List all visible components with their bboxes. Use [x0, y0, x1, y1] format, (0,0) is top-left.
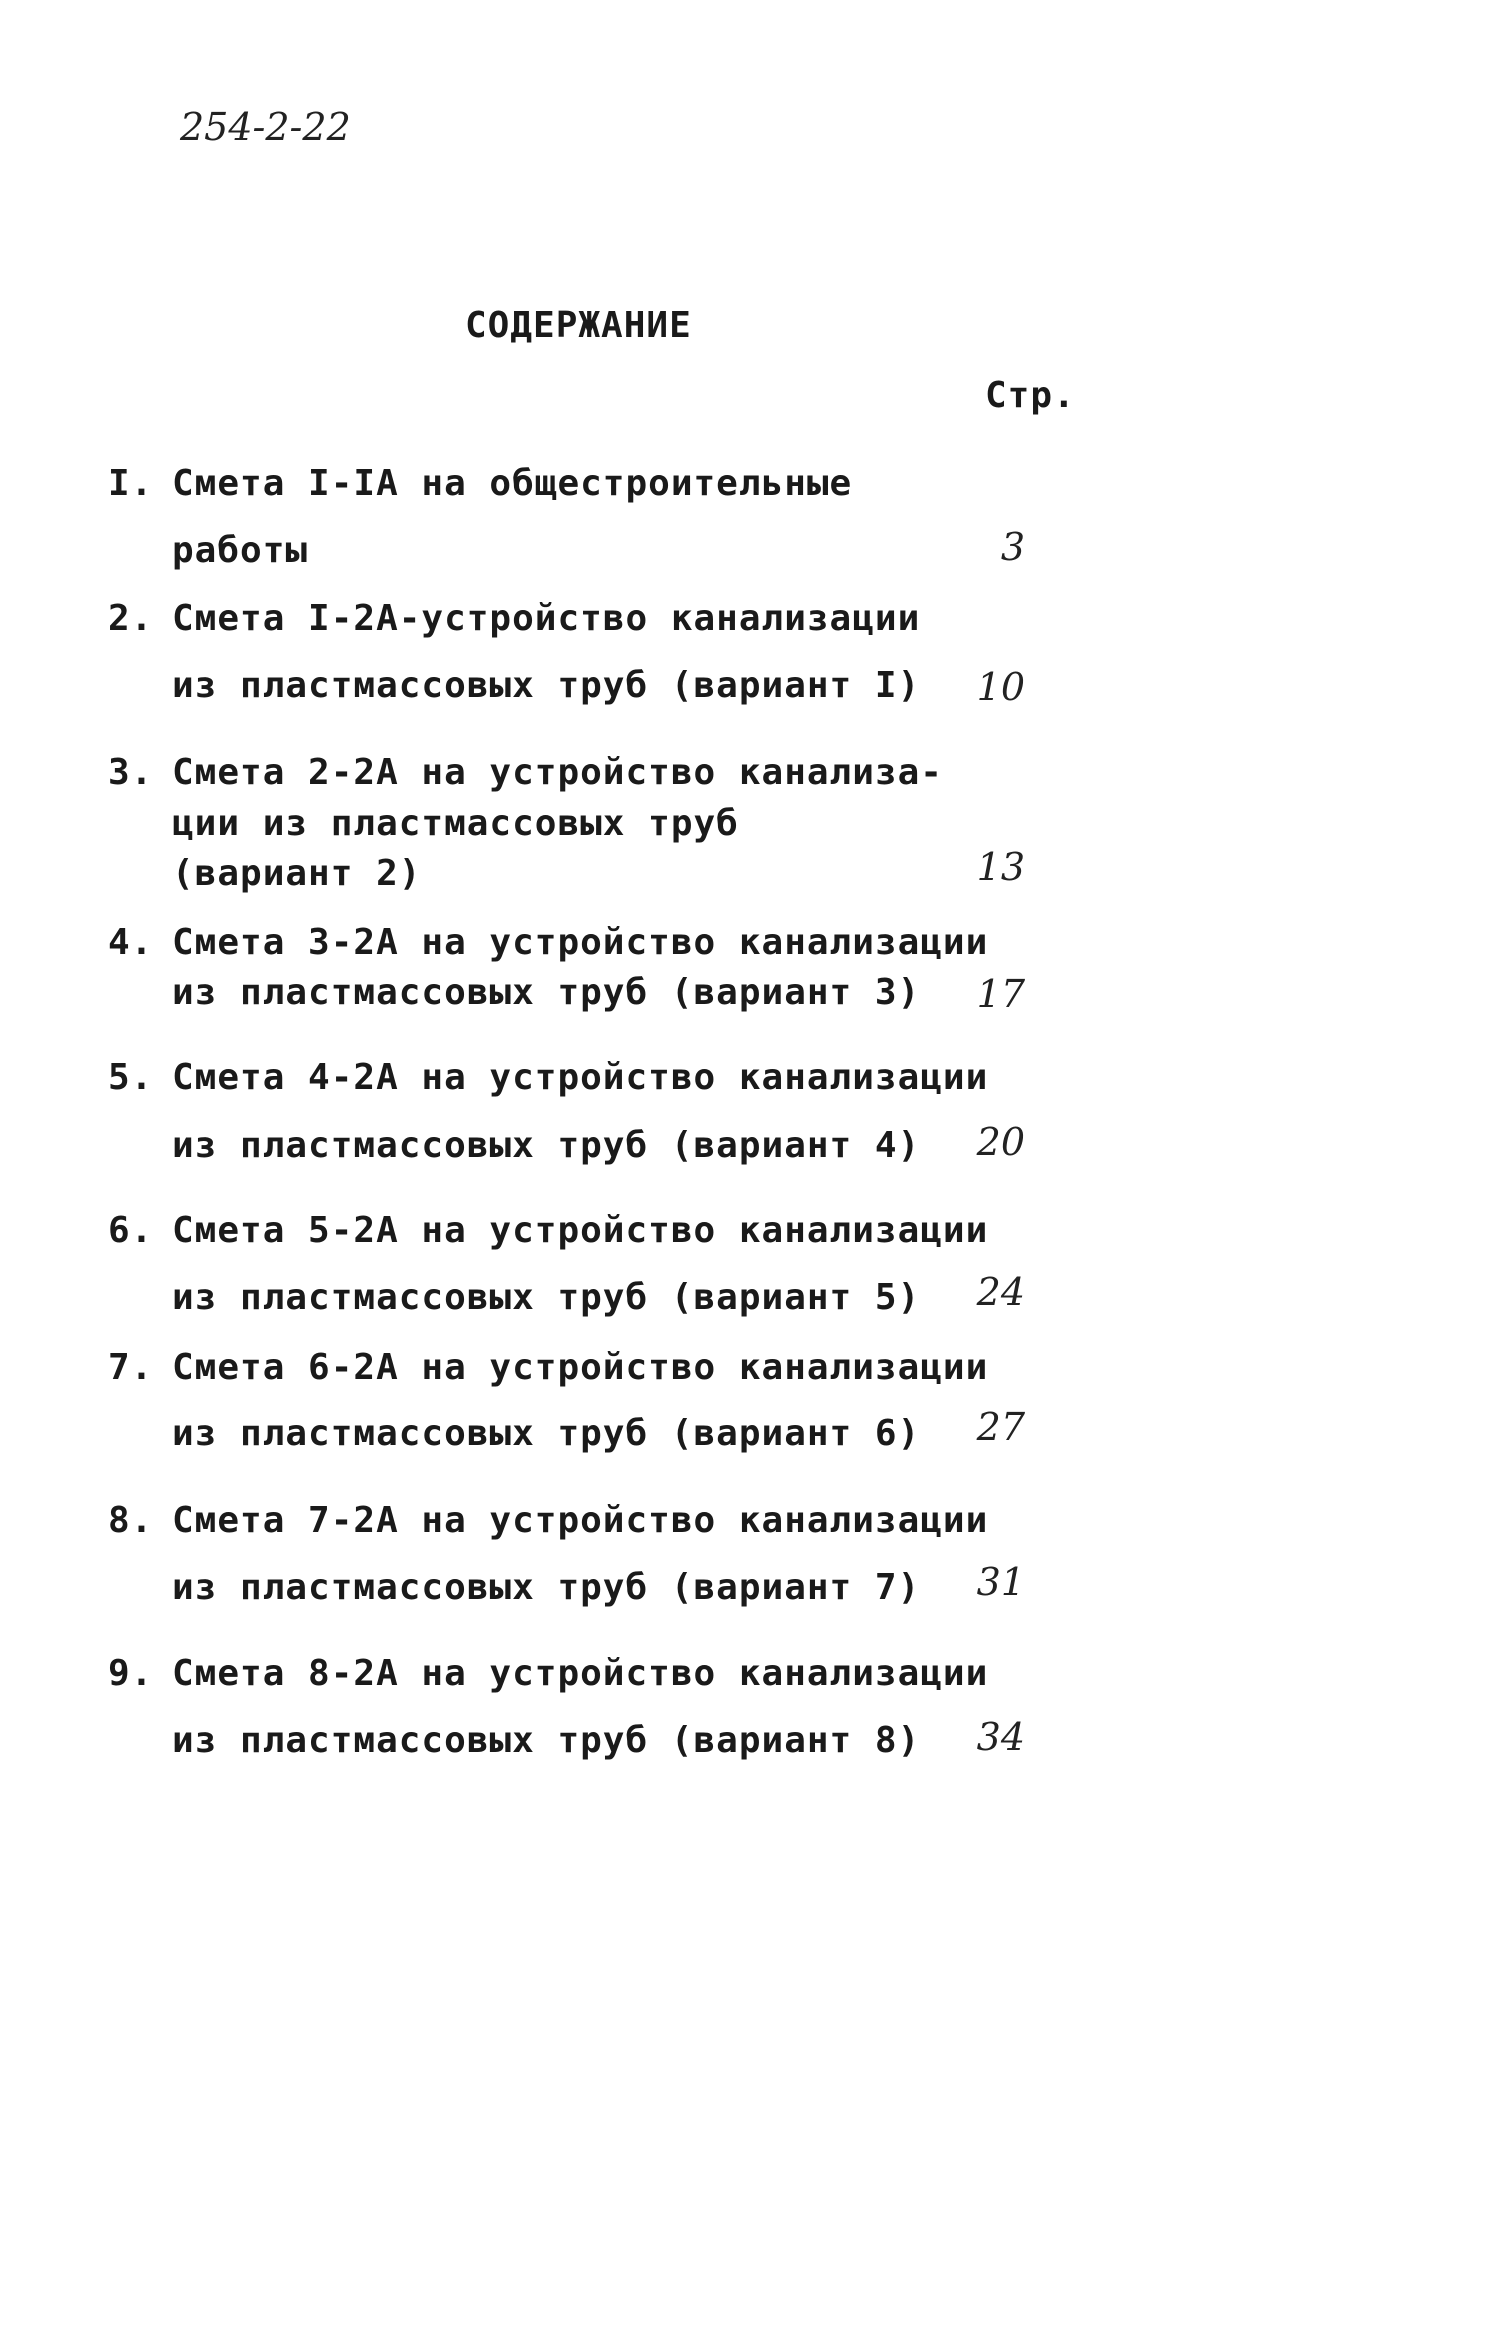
entry-text-line: Смета 4-2А на устройство канализации [172, 1057, 989, 1098]
document-code: 254-2-22 [180, 105, 351, 149]
entry-page-number: 13 [976, 845, 1025, 889]
entry-page-number: 27 [976, 1405, 1025, 1449]
entry-text-line: из пластмассовых труб (вариант 6) [172, 1413, 921, 1454]
entry-text-line: из пластмассовых труб (вариант I) [172, 665, 921, 706]
entry-number: 5. [108, 1057, 154, 1098]
entry-text-line: Смета I-IA на общестроительные [172, 463, 853, 504]
entry-number: I. [108, 463, 154, 504]
entry-text-line: из пластмассовых труб (вариант 8) [172, 1720, 921, 1761]
entry-text-line: Смета 5-2А на устройство канализации [172, 1210, 989, 1251]
entry-page-number: 31 [976, 1560, 1025, 1604]
entry-text-line: из пластмассовых труб (вариант 4) [172, 1125, 921, 1166]
entry-text-line: Смета 6-2А на устройство канализации [172, 1347, 989, 1388]
entry-number: 3. [108, 752, 154, 793]
entry-text-line: Смета 3-2А на устройство канализации [172, 922, 989, 963]
entry-text-line: Смета 7-2А на устройство канализации [172, 1500, 989, 1541]
entry-number: 9. [108, 1653, 154, 1694]
entry-page-number: 10 [976, 665, 1025, 709]
entry-text-line: из пластмассовых труб (вариант 7) [172, 1567, 921, 1608]
entry-page-number: 3 [1000, 525, 1025, 569]
entry-page-number: 20 [976, 1120, 1025, 1164]
entry-number: 7. [108, 1347, 154, 1388]
entry-text-line: из пластмассовых труб (вариант 5) [172, 1277, 921, 1318]
entry-number: 2. [108, 598, 154, 639]
entry-text-line: Смета 8-2А на устройство канализации [172, 1653, 989, 1694]
entry-page-number: 34 [976, 1715, 1025, 1759]
page-column-label: Стр. [985, 375, 1076, 416]
entry-text-line: Смета I-2А-устройство канализации [172, 598, 921, 639]
entry-number: 8. [108, 1500, 154, 1541]
entry-page-number: 17 [976, 972, 1025, 1016]
entry-text-line: работы [172, 530, 309, 571]
entry-number: 6. [108, 1210, 154, 1251]
entry-page-number: 24 [976, 1270, 1025, 1314]
entry-number: 4. [108, 922, 154, 963]
entry-text-line: (вариант 2) [172, 853, 422, 894]
entry-text-line: Смета 2-2А на устройство канализа- [172, 752, 943, 793]
entry-text-line: ции из пластмассовых труб [172, 803, 739, 844]
entry-text-line: из пластмассовых труб (вариант 3) [172, 972, 921, 1013]
page-title: СОДЕРЖАНИЕ [465, 305, 692, 346]
